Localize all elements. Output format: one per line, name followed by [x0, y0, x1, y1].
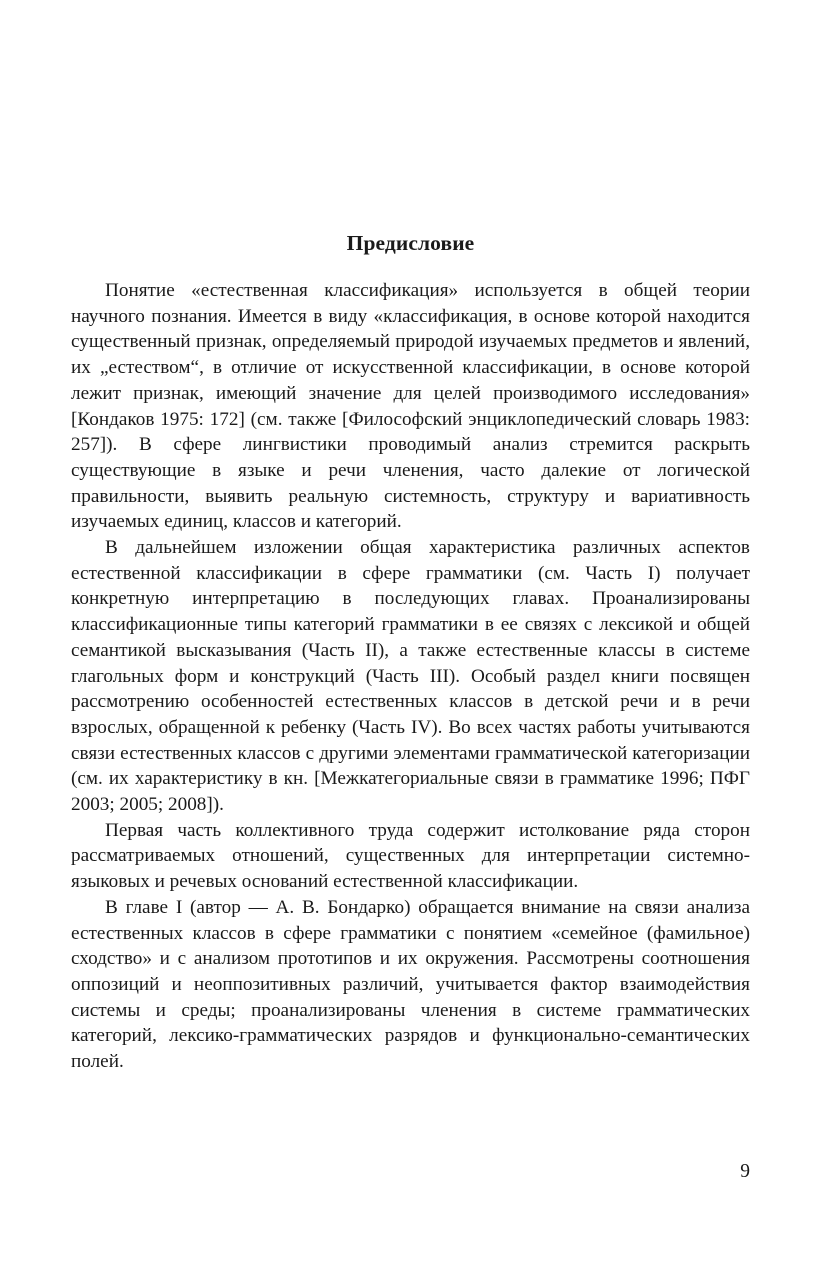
page-title: Предисловие	[346, 231, 475, 255]
page-number: 9	[740, 1161, 750, 1182]
paragraph-1: Понятие «естественная классификация» используется в общей теории научного познания. Имеется в виду «классификация, в основе которой находится существенный признак, определяемый природой изучаемых предметов и явлений, их „естеством“, в отличие от искусственной классификации, в основе которой лежит признак, имеющий значение для целей производимого исследования» [Кондаков 1975: 172] (см. также [Философский энциклопедический словарь 1983: 257]). В сфере лингвистики проводимый анализ стремится раскрыть существующие в языке и речи членения, часто далекие от логической правильности, выявить реальную системность, структуру и вариативность изучаемых единиц, классов и категорий.	[71, 280, 750, 533]
paragraph-3: Первая часть коллективного труда содержит истолкование ряда сторон рассматриваемых отношений, существенных для интерпретации системно-языковых и речевых оснований естественной классификации.	[71, 819, 750, 893]
paragraph-2: В дальнейшем изложении общая характеристика различных аспектов естественной классификации в сфере грамматики (см. Часть I) получает конкретную интерпретацию в последующих главах. Проанализированы классификационные типы категорий грамматики в ее связях с лексикой и общей семантикой высказывания (Часть II), а также естественные классы в системе глагольных форм и конструкций (Часть III). Особый раздел книги посвящен рассмотрению особенностей естественных классов в детской речи и в речи взрослых, обращенной к ребенку (Часть IV). Во всех частях работы учитываются связи естественных классов с другими элементами грамматической категоризации (см. их характеристику в кн. [Межкатегориальные связи в грамматике 1996; ПФГ 2003; 2005; 2008]).	[71, 537, 750, 816]
paragraph-4: В главе I (автор — А. В. Бондарко) обращается внимание на связи анализа естественных классов в сфере грамматики с понятием «семейное (фамильное) сходство» и с анализом прототипов и их окружения. Рассмотрены соотношения оппозиций и неоппозитивных различий, учитывается фактор взаимодействия системы и среды; проанализированы членения в системе грамматических категорий, лексико-грамматических разрядов и функционально-семантических полей.	[71, 896, 750, 1073]
page-body	[71, 228, 750, 1075]
